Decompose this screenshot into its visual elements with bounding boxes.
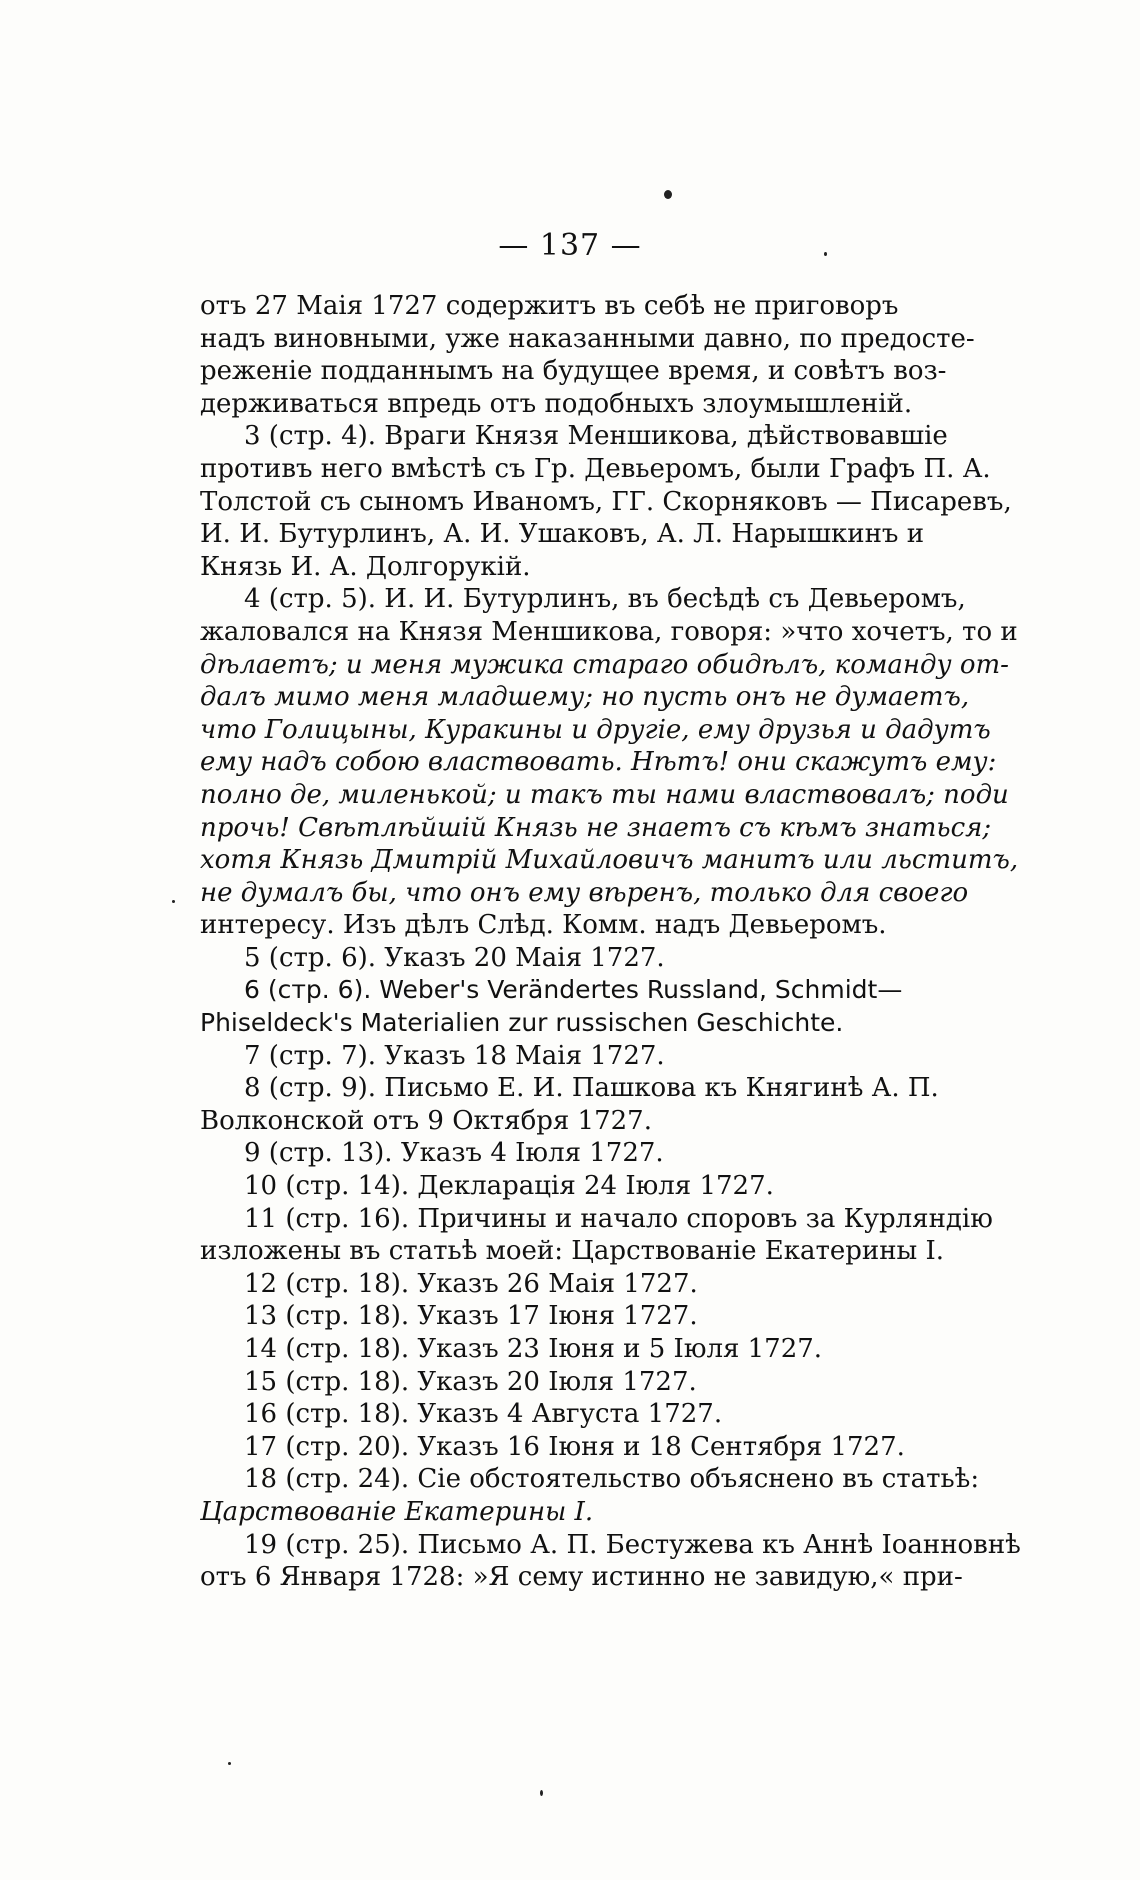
quote-line: хотя Князь Дмитрій Михайловичъ манитъ или льститъ, <box>200 845 1019 876</box>
note-15: 15 (стр. 18). Указъ 20 Іюля 1727. <box>244 1366 697 1397</box>
text-line: надъ виновными, уже наказанными давно, по предосте- <box>200 323 975 354</box>
note-12: 12 (стр. 18). Указъ 26 Маія 1727. <box>244 1268 698 1299</box>
note-9: 9 (стр. 13). Указъ 4 Іюля 1727. <box>244 1138 664 1169</box>
text-line: Phiseldeck's Materialien zur russischen Geschichte. <box>200 1008 844 1038</box>
ink-speck <box>540 1790 543 1796</box>
text-line: отъ 27 Маія 1727 содержитъ въ себѣ не приговоръ <box>200 291 899 321</box>
text-line: держиваться впредь отъ подобныхъ злоумышленій. <box>200 388 913 419</box>
note-7: 7 (стр. 7). Указъ 18 Маія 1727. <box>244 1040 665 1071</box>
text-line: интересу. Изъ дѣлъ Слѣд. Комм. надъ Девьеромъ. <box>200 910 887 941</box>
text-line: противъ него вмѣстѣ съ Гр. Девьеромъ, были Графъ П. А. <box>200 453 991 484</box>
notes-text-block <box>200 290 1021 1594</box>
note-17: 17 (стр. 20). Указъ 16 Іюня и 18 Сентября 1727. <box>244 1431 905 1462</box>
note-19: 19 (стр. 25). Письмо А. П. Бестужева къ Аннѣ Іоанновнѣ <box>244 1529 1021 1560</box>
note-3: 3 (стр. 4). Враги Князя Меншикова, дѣйствовавшіе <box>244 421 948 452</box>
note-4: 4 (стр. 5). И. И. Бутурлинъ, въ бесѣдѣ съ Девьеромъ, <box>244 584 966 615</box>
ink-speck <box>824 252 827 256</box>
quote-line: что Голицыны, Куракины и другіе, ему друзья и дадутъ <box>200 714 991 745</box>
quote-line: дѣлаетъ; и меня мужика стараго обидѣлъ, команду от- <box>200 649 1009 680</box>
page-number: — 137 — <box>498 228 642 263</box>
text-line: отъ 6 Января 1728: »Я сему истинно не завидую,« при- <box>200 1562 963 1593</box>
quote-line: не думалъ бы, что онъ ему вѣренъ, только для своего <box>200 877 969 908</box>
note-16: 16 (стр. 18). Указъ 4 Августа 1727. <box>244 1399 723 1430</box>
text-line: Царствованіе Екатерины I. <box>200 1496 594 1527</box>
note-13: 13 (стр. 18). Указъ 17 Іюня 1727. <box>244 1301 698 1332</box>
ink-speck <box>172 900 175 903</box>
ink-speck <box>228 1762 231 1765</box>
text-line: И. И. Бутурлинъ, А. И. Ушаковъ, А. Л. Нарышкинъ и <box>200 519 925 550</box>
text-line: Волконской отъ 9 Октября 1727. <box>200 1105 652 1136</box>
quote-line: полно де, миленькой; и такъ ты нами властвовалъ; поди <box>200 779 1009 810</box>
text-line: Князь И. А. Долгорукій. <box>200 551 531 582</box>
note-10: 10 (стр. 14). Декларація 24 Іюля 1727. <box>244 1171 774 1202</box>
note-5: 5 (стр. 6). Указъ 20 Маія 1727. <box>244 942 665 973</box>
note-11: 11 (стр. 16). Причины и начало споровъ за Курляндію <box>244 1203 993 1234</box>
ink-speck <box>664 190 672 199</box>
quote-line: далъ мимо меня младшему; но пусть онъ не думаетъ, <box>200 682 970 713</box>
text-line: жаловался на Князя Меншикова, говоря: »что хочетъ, то и <box>200 616 1018 647</box>
quote-line: ему надъ собою властвовать. Нѣтъ! они скажутъ ему: <box>200 747 997 778</box>
note-18: 18 (стр. 24). Сіе обстоятельство объяснено въ статьѣ: <box>244 1464 980 1495</box>
text-line: реженіе подданнымъ на будущее время, и совѣтъ воз- <box>200 356 947 387</box>
note-6: 6 (стр. 6). Weber's Verändertes Russland, Schmidt— <box>244 975 903 1005</box>
text-line: Толстой съ сыномъ Иваномъ, ГГ. Скорняковъ — Писаревъ, <box>200 486 1012 517</box>
note-8: 8 (стр. 9). Письмо Е. И. Пашкова къ Княгинѣ А. П. <box>244 1073 939 1104</box>
text-line: изложены въ статьѣ моей: Царствованіе Екатерины I. <box>200 1236 945 1267</box>
note-14: 14 (стр. 18). Указъ 23 Іюня и 5 Іюля 1727. <box>244 1334 823 1364</box>
quote-line: прочь! Свѣтлѣйшій Князь не знаетъ съ кѣмъ знаться; <box>200 812 992 843</box>
